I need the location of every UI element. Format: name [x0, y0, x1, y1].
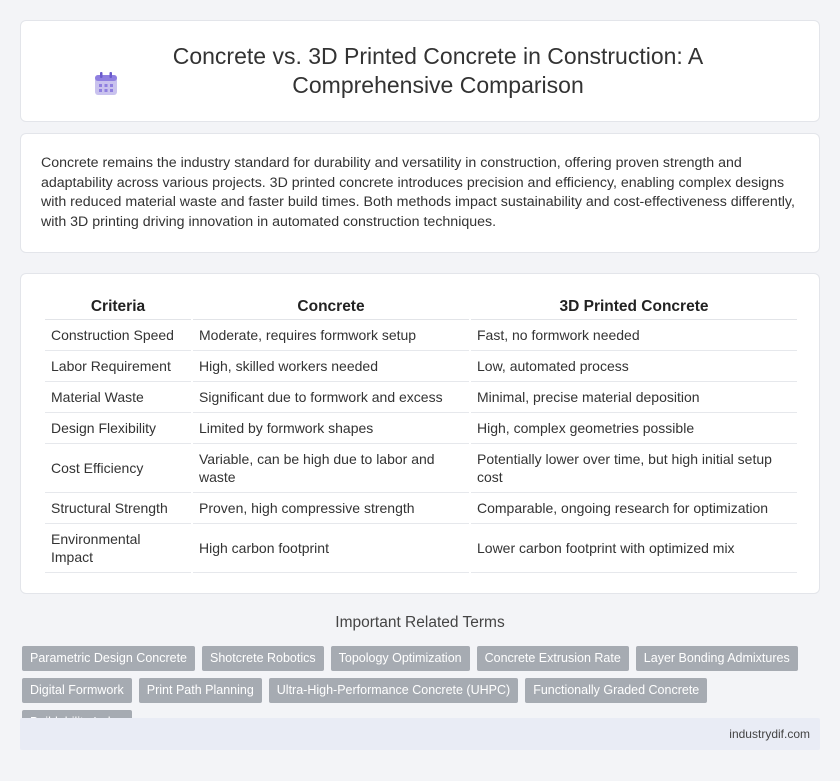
printed-cell: Minimal, precise material deposition: [471, 382, 797, 413]
related-term-tag[interactable]: Ultra-High-Performance Concrete (UHPC): [269, 678, 518, 703]
table-row: [45, 320, 797, 351]
comparison-card: [20, 273, 820, 594]
printed-cell: High, complex geometries possible: [471, 413, 797, 444]
concrete-cell: Limited by formwork shapes: [193, 413, 469, 444]
intro-text: Concrete remains the industry standard for durability and versatility in construction, offering proven strength and adaptability across various projects. 3D printed concrete introduces precision and efficiency, enabling complex designs with reduced material waste and faster build times. Both methods impact sustainability and cost-effectiveness differently, with 3D printing driving innovation in automated construction techniques.: [41, 155, 795, 230]
related-term-tag[interactable]: Functionally Graded Concrete: [525, 678, 707, 703]
table-header-row: [45, 294, 797, 320]
related-term-tag[interactable]: Layer Bonding Admixtures: [636, 646, 798, 671]
intro-card: [20, 133, 820, 253]
calendar-icon: [92, 70, 120, 98]
footer: [20, 718, 820, 750]
related-terms-title: Important Related Terms: [335, 614, 505, 631]
table-row: [45, 351, 797, 382]
concrete-cell: High, skilled workers needed: [193, 351, 469, 382]
criteria-cell: Material Waste: [45, 382, 191, 413]
title-card: [20, 20, 820, 122]
related-term-tag[interactable]: Parametric Design Concrete: [22, 646, 195, 671]
header-criteria: Criteria: [45, 294, 191, 320]
printed-cell: Comparable, ongoing research for optimization: [471, 493, 797, 524]
table-row: [45, 493, 797, 524]
page-title: Concrete vs. 3D Printed Concrete in Construction: A Comprehensive Comparison: [172, 43, 704, 98]
table-row: [45, 524, 797, 573]
table-row: [45, 444, 797, 493]
concrete-cell: Significant due to formwork and excess: [193, 382, 469, 413]
printed-cell: Fast, no formwork needed: [471, 320, 797, 351]
concrete-cell: Moderate, requires formwork setup: [193, 320, 469, 351]
concrete-cell: High carbon footprint: [193, 524, 469, 573]
criteria-cell: Environmental Impact: [45, 524, 191, 573]
header-3d-printed-concrete: 3D Printed Concrete: [471, 294, 797, 320]
criteria-cell: Structural Strength: [45, 493, 191, 524]
related-term-tag[interactable]: Concrete Extrusion Rate: [477, 646, 629, 671]
table-row: [45, 382, 797, 413]
concrete-cell: Proven, high compressive strength: [193, 493, 469, 524]
printed-cell: Low, automated process: [471, 351, 797, 382]
concrete-cell: Variable, can be high due to labor and waste: [193, 444, 469, 493]
criteria-cell: Construction Speed: [45, 320, 191, 351]
criteria-cell: Design Flexibility: [45, 413, 191, 444]
related-term-tag[interactable]: Digital Formwork: [22, 678, 132, 703]
printed-cell: Potentially lower over time, but high initial setup cost: [471, 444, 797, 493]
printed-cell: Lower carbon footprint with optimized mix: [471, 524, 797, 573]
related-term-tag[interactable]: Shotcrete Robotics: [202, 646, 324, 671]
comparison-table: [43, 294, 799, 573]
related-term-tag[interactable]: Print Path Planning: [139, 678, 262, 703]
related-term-tag[interactable]: Topology Optimization: [331, 646, 470, 671]
header-concrete: Concrete: [193, 294, 469, 320]
criteria-cell: Labor Requirement: [45, 351, 191, 382]
criteria-cell: Cost Efficiency: [45, 444, 191, 493]
footer-site-link[interactable]: industrydif.com: [729, 727, 810, 741]
table-row: [45, 413, 797, 444]
